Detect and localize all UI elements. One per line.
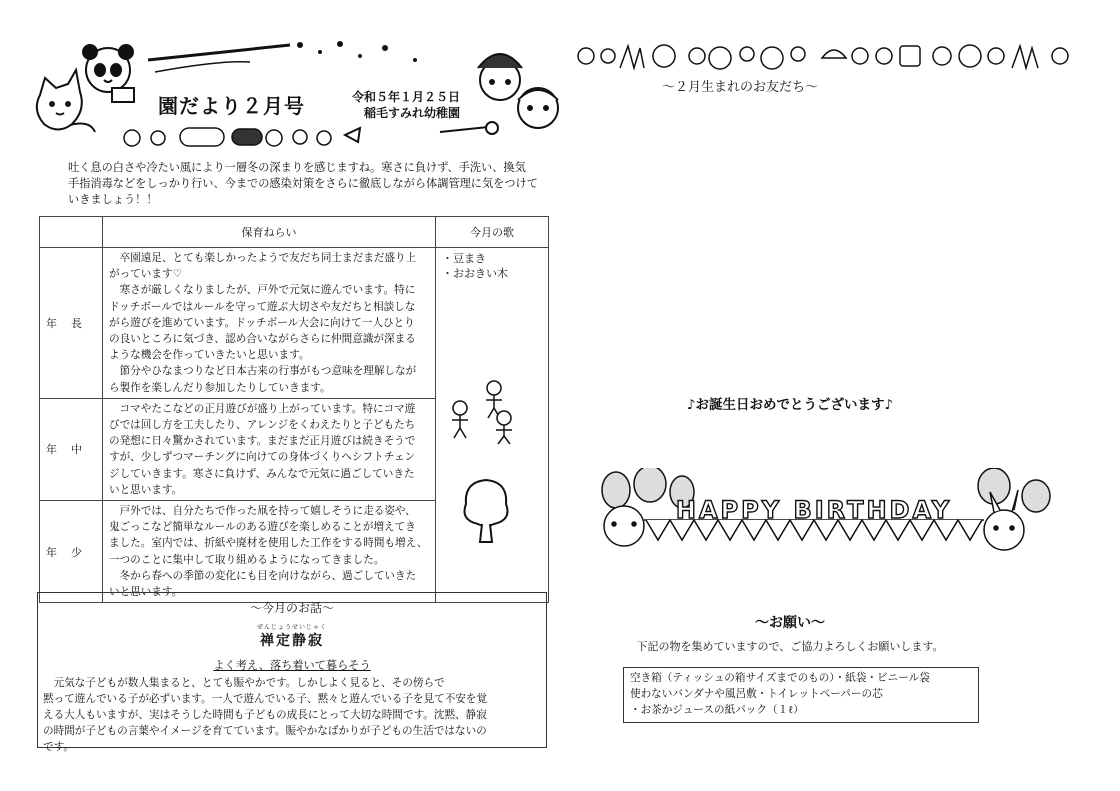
story-line: の時間が子どもの言葉やイメージを育てています。賑やかなばかりが子どもの生活ではないの bbox=[43, 725, 487, 737]
birthday-banner bbox=[584, 468, 1064, 558]
tree-illustration bbox=[456, 476, 516, 546]
story-subtitle: よく考え、落ち着いて暮らそう bbox=[213, 659, 371, 672]
request-item: 使わないバンダナや風呂敷・トイレットペーパーの芯 bbox=[630, 688, 883, 700]
goal-line: いと思います。 bbox=[109, 483, 183, 496]
page-title: 園だより２月号 bbox=[158, 94, 305, 118]
table-header-songs: 今月の歌 bbox=[436, 217, 549, 248]
goal-line: 卒園遠足、とても楽しかったようで友だち同士まだまだ盛り上 bbox=[109, 252, 417, 264]
request-intro: 下記の物を集めていますので、ご協力よろしくお願いします。 bbox=[636, 640, 944, 653]
story-line: です。 bbox=[43, 741, 74, 753]
table-row bbox=[40, 248, 549, 399]
age-label: 年中 bbox=[40, 398, 103, 500]
story-title: ～今月のお話～ bbox=[249, 601, 334, 615]
goal-line: の良いところに気づき、認め合いながらさらに仲間意識が深まる bbox=[109, 333, 416, 346]
banner-text: HAPPY BIRTHDAY bbox=[675, 496, 953, 524]
table-header-goals: 保育ねらい bbox=[103, 217, 436, 248]
goals-table bbox=[39, 216, 549, 603]
goal-line: 寒さが厳しくなりましたが、戸外で元気に遊んでいます。特に bbox=[109, 284, 416, 297]
story-line: える大人もいますが、実はそうした時間も子どもの成長にとって大切な時間です。沈黙、静寂 bbox=[43, 709, 487, 721]
goal-line: いと思います。 bbox=[109, 586, 183, 599]
request-title: ～お願い～ bbox=[755, 615, 825, 631]
story-box bbox=[37, 592, 547, 753]
story-line: 元気な子どもが数人集まると、とても賑やかです。しかしよく見ると、その傍らで bbox=[43, 677, 445, 689]
decorative-border bbox=[572, 38, 1082, 78]
issue-date: 令和５年１月２５日 bbox=[352, 90, 461, 104]
goal-line: がら遊びを進めています。ドッチボール大会に向けて一人ひとり bbox=[109, 316, 415, 329]
header-illustration bbox=[0, 0, 560, 150]
goal-line: 鬼ごっこなど簡単なルールのある遊びを楽しめることが増えてき bbox=[109, 521, 416, 534]
school-name: 稲毛すみれ幼稚園 bbox=[364, 106, 461, 120]
goal-line: ような機会を作っていきたいと思います。 bbox=[109, 349, 310, 362]
goal-line: すが、少しずつマーチングに向けての身体づくりへシフトチェン bbox=[109, 451, 416, 464]
intro-text bbox=[68, 160, 548, 208]
song-item: ・おおきい木 bbox=[442, 267, 508, 280]
goal-line: 一つのことに集中して取り組めるようになってきました。 bbox=[109, 553, 385, 566]
goal-line: 戸外では、自分たちで作った凧を持って嬉しそうに走る姿や、 bbox=[109, 505, 416, 518]
goal-line: コマやたこなどの正月遊びが盛り上がっています。特にコマ遊 bbox=[109, 402, 416, 415]
goal-line: がっています♡ bbox=[109, 268, 183, 281]
birthday-heading: ～２月生まれのお友だち～ bbox=[661, 80, 818, 95]
goal-line: びでは回し方を工夫したり、アレンジをくわえたりと子どもたち bbox=[109, 419, 416, 432]
birthday-congrats: ♪お誕生日おめでとうございます♪ bbox=[686, 397, 894, 413]
goal-line: 節分やひなまつりなど日本古来の行事がもつ意味を理解しなが bbox=[109, 365, 417, 378]
goal-line: 冬から春への季節の変化にも目を向けながら、過ごしていきた bbox=[109, 569, 417, 582]
goal-cell bbox=[103, 248, 436, 399]
story-phrase: 禅定静寂 bbox=[260, 633, 324, 649]
songs-cell bbox=[436, 248, 549, 603]
goal-line: ら製作を楽しんだり参加したりしていきます。 bbox=[109, 381, 331, 394]
intro-line: いきましょう！！ bbox=[68, 193, 158, 206]
goal-cell bbox=[103, 501, 436, 603]
intro-line: 手指消毒などをしっかり行い、今までの感染対策をさらに徹底しながら体調管理に気をつけて bbox=[68, 177, 538, 190]
goal-line: ジしていきます。寒さに負けず、みんなで元気に過ごしていきた bbox=[109, 467, 415, 480]
goal-line: ドッチボールではルールを守って遊ぶ大切さや友だちと相談しな bbox=[109, 300, 416, 313]
age-label: 年長 bbox=[40, 248, 103, 399]
intro-line: 吐く息の白さや冷たい風により一層冬の深まりを感じますね。寒さに負けず、手洗い、換気 bbox=[68, 161, 526, 174]
children-illustration bbox=[446, 376, 526, 446]
table-header-age bbox=[40, 217, 103, 248]
goal-line: の発想に日々驚かされています。まだまだ正月遊びは続きそうで bbox=[109, 435, 416, 448]
request-item: ・お茶かジュースの紙パック（１ℓ） bbox=[630, 704, 804, 716]
age-label: 年少 bbox=[40, 501, 103, 603]
goal-line: ました。室内では、折紙や廃材を使用した工作をする時間も増え、 bbox=[109, 537, 428, 550]
table-header-row bbox=[40, 217, 549, 248]
story-line: 黙って遊んでいる子が必ずいます。一人で遊んでいる子、黙々と遊んでいる子を見て不安を覚 bbox=[43, 693, 488, 705]
request-item: 空き箱（ティッシュの箱サイズまでのもの）・紙袋・ビニール袋 bbox=[630, 672, 930, 684]
story-body bbox=[43, 675, 543, 755]
story-subtitle-wrap bbox=[38, 657, 546, 673]
song-item: ・豆まき bbox=[442, 252, 486, 265]
request-items-box bbox=[623, 667, 979, 723]
story-ruby: ぜんじょうせいじゃく bbox=[256, 624, 327, 631]
goal-cell bbox=[103, 398, 436, 500]
